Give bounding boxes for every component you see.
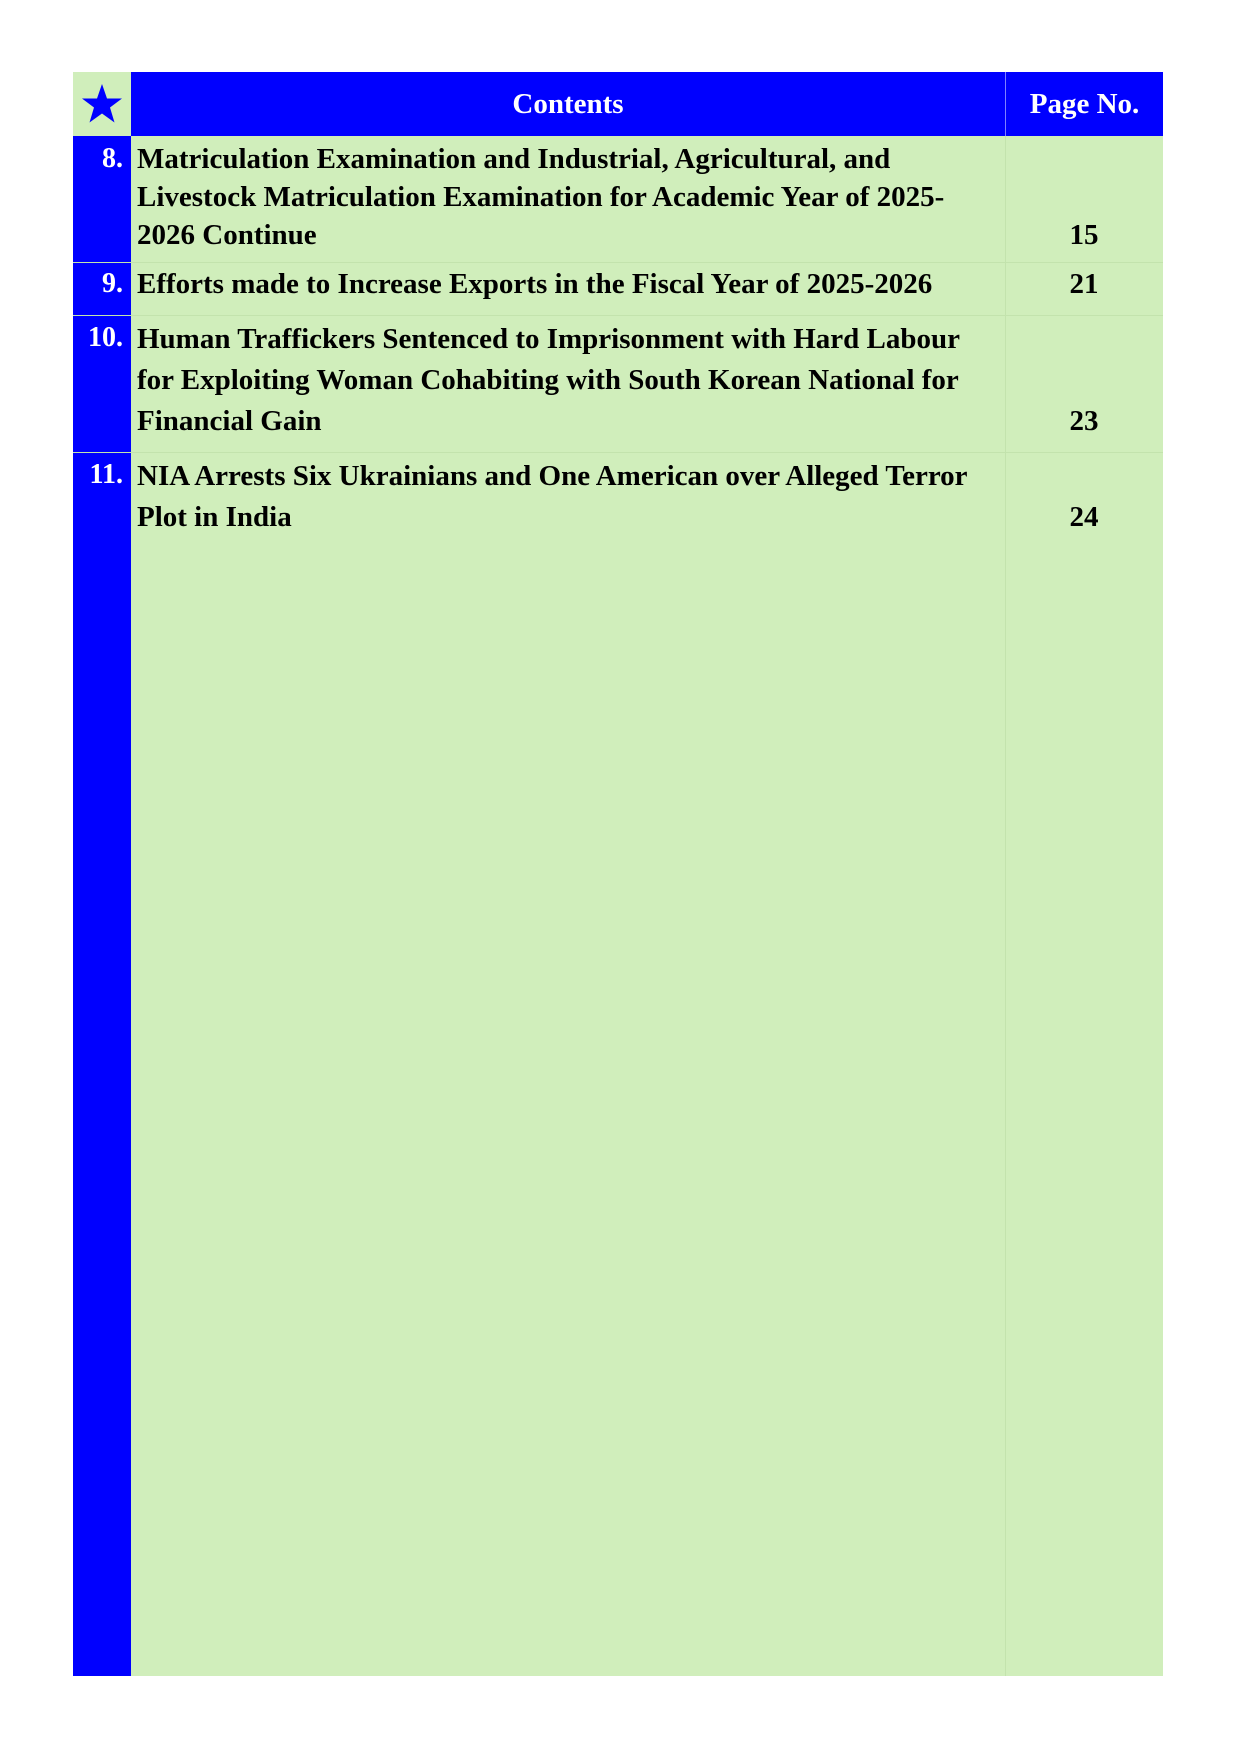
toc-entry[interactable]: [73, 140, 1163, 260]
entry-number: 8.: [102, 143, 123, 174]
entry-page-number: 15: [1069, 219, 1099, 251]
entry-number: 11.: [89, 459, 123, 490]
row-separator: [73, 315, 1163, 316]
row-separator: [73, 262, 1163, 263]
star-icon: [80, 82, 124, 126]
entry-page-number: 24: [1069, 501, 1099, 533]
entry-title[interactable]: Efforts made to Increase Exports in the Fiscal Year of 2025-2026: [137, 268, 933, 300]
table-of-contents: [73, 72, 1163, 1676]
entry-title[interactable]: Matriculation Examination and Industrial, Agricultural, and Livestock Matriculation Examination for Academic Year of 2025-2026 Continue: [137, 143, 945, 251]
number-column: [73, 72, 131, 1676]
toc-entry[interactable]: [73, 456, 1163, 546]
star-cell: [73, 72, 131, 136]
entry-page-number: 23: [1069, 405, 1099, 437]
entry-title[interactable]: Human Traffickers Sentenced to Imprisonment with Hard Labour for Exploiting Woman Cohabiting with South Korean National for Financial Gain: [137, 323, 960, 437]
entry-title[interactable]: NIA Arrests Six Ukrainians and One American over Alleged Terror Plot in India: [137, 460, 968, 533]
page-number-heading: Page No.: [1005, 72, 1163, 136]
toc-entry[interactable]: [73, 265, 1163, 310]
entry-number: 9.: [102, 268, 123, 299]
toc-entry[interactable]: [73, 319, 1163, 449]
contents-heading: Contents: [512, 88, 624, 120]
row-separator: [73, 452, 1163, 453]
entry-number: 10.: [88, 322, 123, 353]
contents-header: [131, 72, 1163, 136]
entry-page-number: 21: [1069, 268, 1099, 300]
